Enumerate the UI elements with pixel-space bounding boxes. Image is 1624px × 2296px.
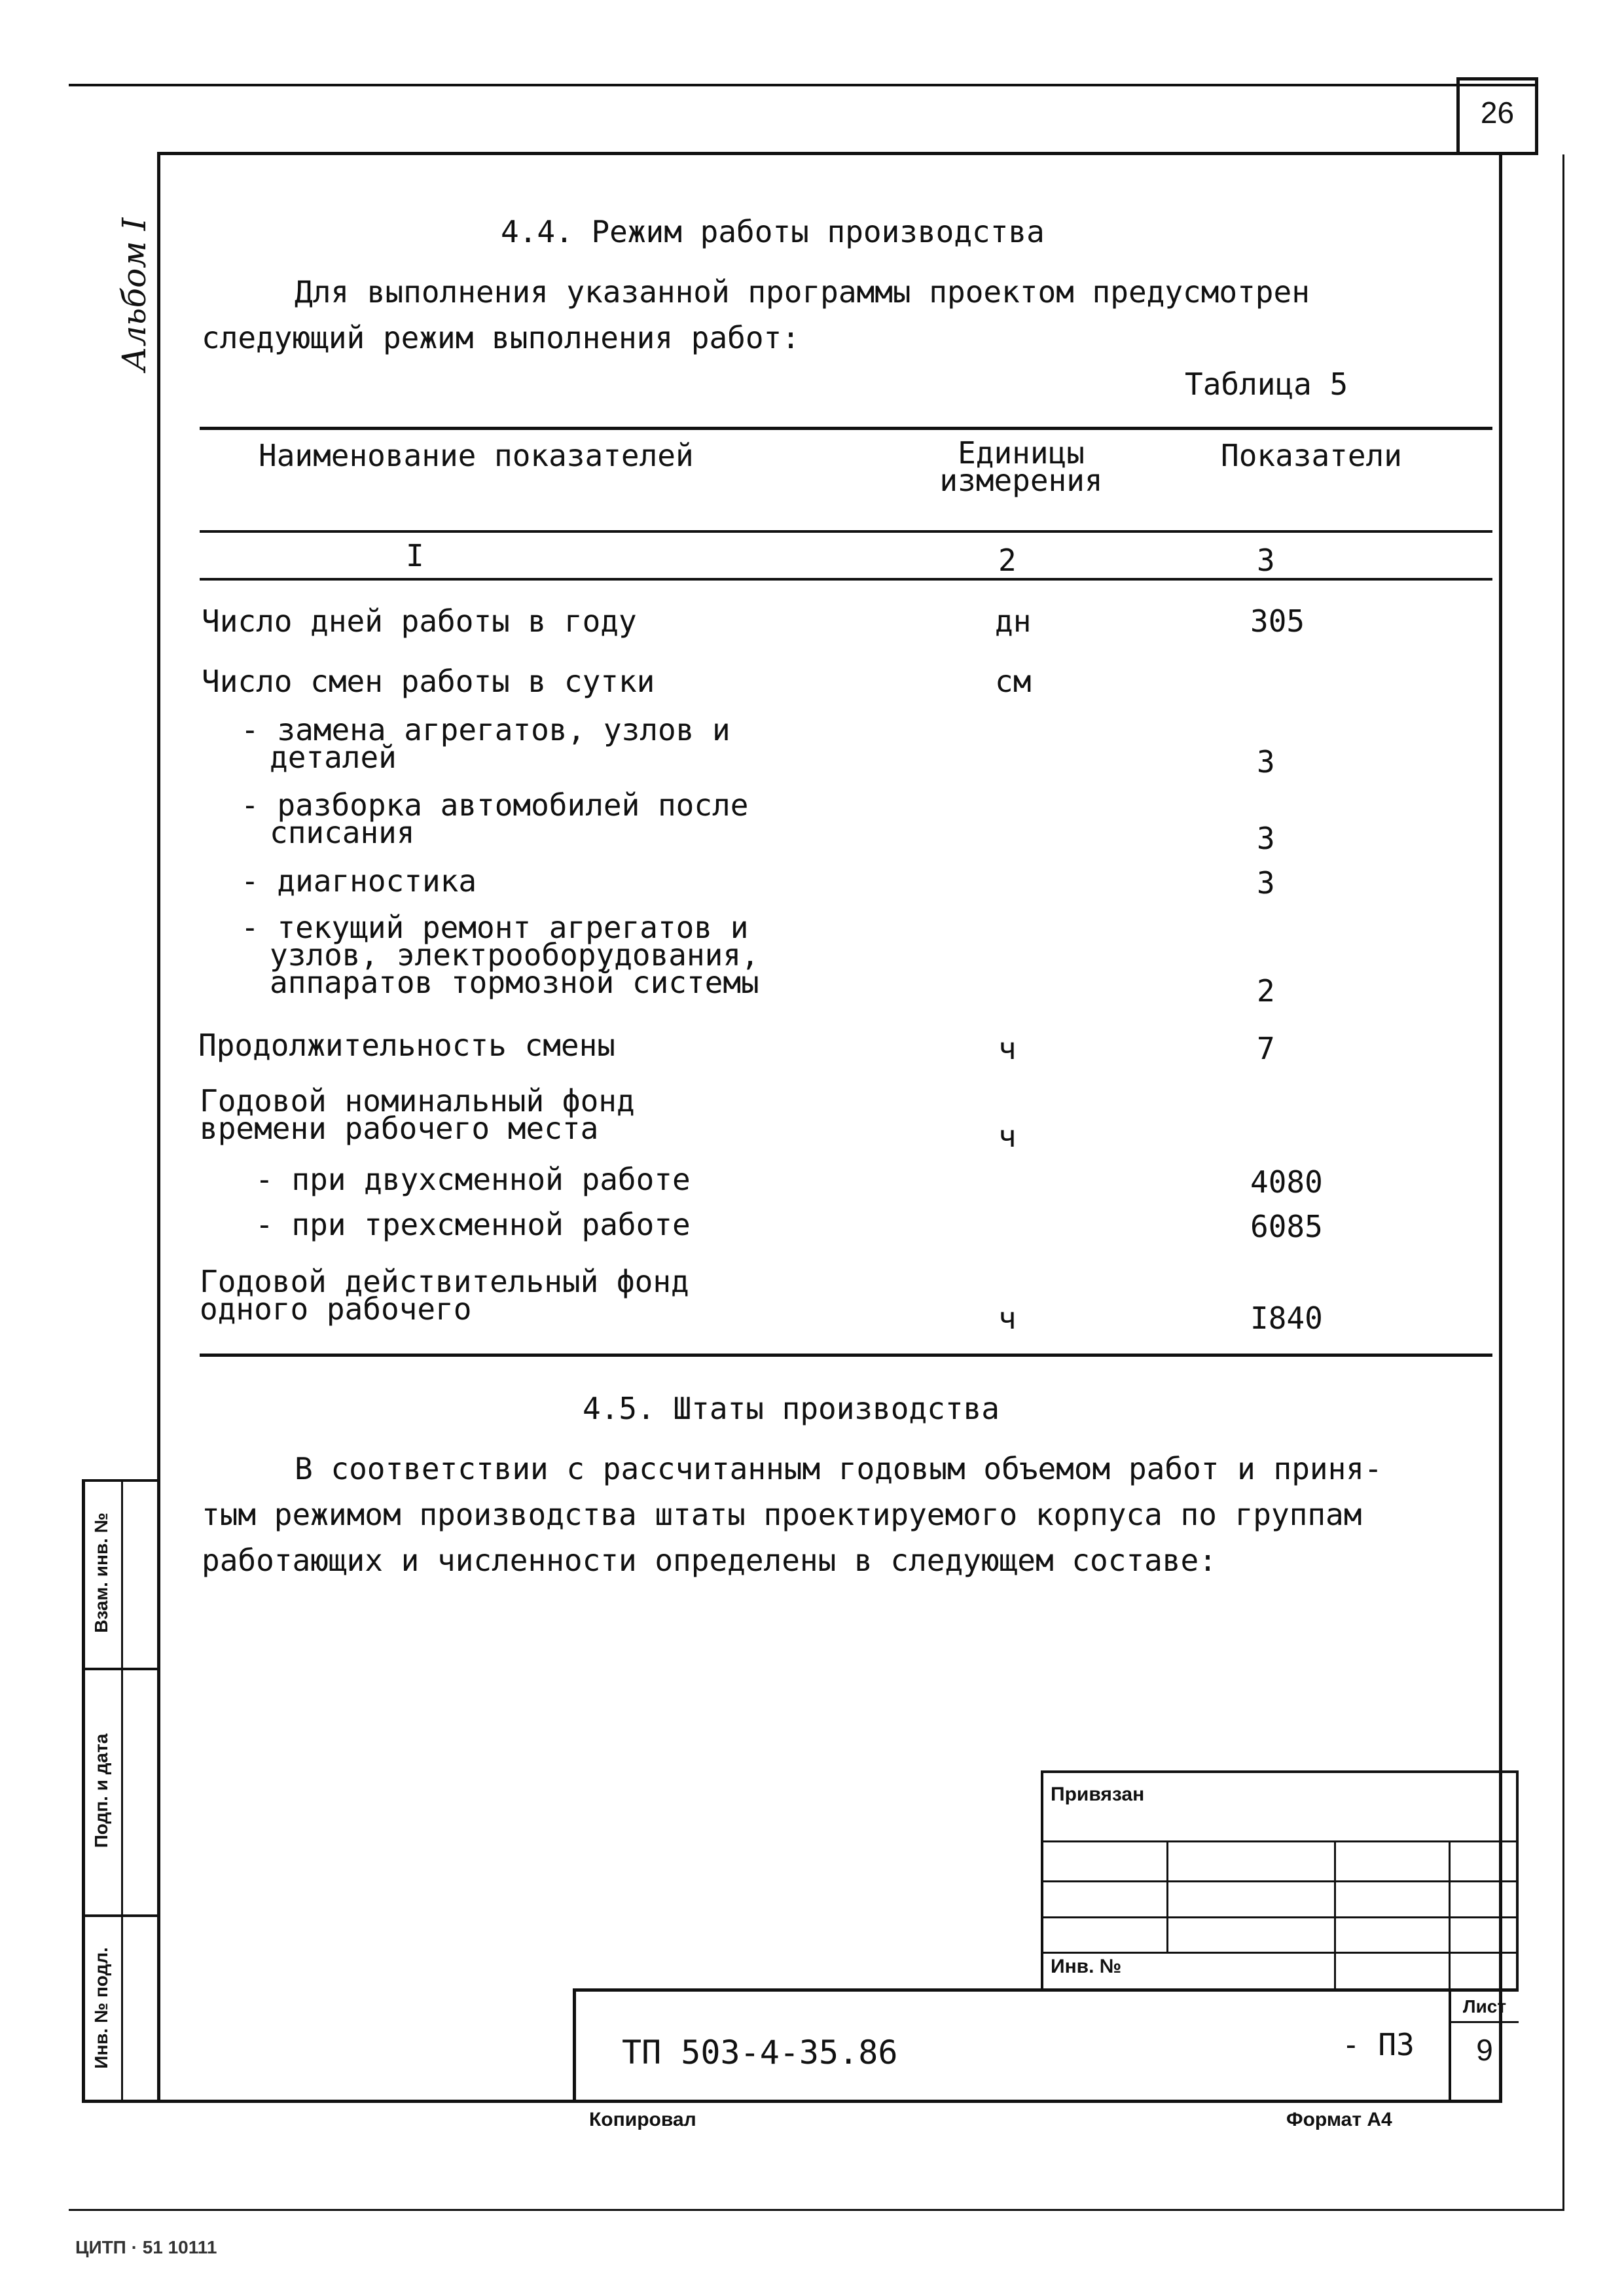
sheet-number: 26 bbox=[1480, 96, 1515, 130]
section-45-para-line1: В соответствии с рассчитанным годовым объемом работ и приня- bbox=[295, 1451, 1382, 1486]
frame-left-line bbox=[157, 152, 160, 2102]
row-repair-name-2: узлов, электрооборудования, bbox=[270, 937, 759, 973]
column-number-2: 2 bbox=[998, 543, 1017, 578]
section-44-intro-line1: Для выполнения указанной программы проектом предусмотрен bbox=[295, 274, 1310, 310]
section-45-para-line3: работающих и численности определены в следующем составе: bbox=[202, 1543, 1217, 1578]
row-nominal-name-1: Годовой номинальный фонд bbox=[200, 1083, 635, 1119]
row-nominal-unit: ч bbox=[998, 1119, 1017, 1154]
side-stamp-inv-podl: Инв. № подл. bbox=[91, 1947, 111, 2069]
row-diagnostics-value: 3 bbox=[1257, 865, 1275, 901]
table-bottom-rule bbox=[200, 1354, 1492, 1357]
row-actual-unit: ч bbox=[998, 1300, 1017, 1336]
row-repair-value: 2 bbox=[1257, 973, 1275, 1009]
header-units-line2: измерения bbox=[939, 463, 1103, 498]
row-replace-name-1: - замена агрегатов, узлов и bbox=[241, 712, 731, 747]
album-label: Альбом I bbox=[115, 217, 153, 372]
row-duration-name: Продолжительность смены bbox=[198, 1028, 615, 1063]
page-trim-right-line bbox=[1562, 154, 1564, 2210]
title-block-col-1 bbox=[1166, 1840, 1168, 1952]
row-days-unit: дн bbox=[995, 603, 1032, 639]
frame-top-line bbox=[157, 152, 1538, 155]
row-actual-name-2: одного рабочего bbox=[200, 1291, 472, 1327]
list-label: Лист bbox=[1462, 1996, 1507, 2017]
side-stamp-vzam: Взам. инв. № bbox=[91, 1513, 111, 1633]
header-values: Показатели bbox=[1221, 438, 1402, 473]
row-days-value: 305 bbox=[1250, 603, 1305, 639]
column-number-1: I bbox=[406, 538, 424, 573]
section-45-para-line2: тым режимом производства штаты проектируемого корпуса по группам bbox=[202, 1497, 1362, 1532]
row-replace-name-2: деталей bbox=[270, 740, 397, 775]
table-label: Таблица 5 bbox=[1185, 367, 1348, 402]
print-mark: ЦИТП · 51 10111 bbox=[75, 2237, 217, 2257]
row-shifts-unit: см bbox=[995, 664, 1032, 699]
side-stamp-left-line bbox=[82, 1479, 85, 2103]
title-block-row-2 bbox=[1041, 1880, 1519, 1882]
row-nominal-name-2: времени рабочего места bbox=[200, 1111, 599, 1146]
list-number: 9 bbox=[1476, 2033, 1493, 2067]
side-stamp-div-1 bbox=[82, 1668, 160, 1670]
page-trim-bottom-line bbox=[69, 2209, 1564, 2211]
section-44-title: 4.4. Режим работы производства bbox=[501, 214, 1045, 249]
doc-suffix: - ПЗ bbox=[1342, 2027, 1415, 2062]
section-45-title: 4.5. Штаты производства bbox=[583, 1391, 1000, 1426]
title-block-row-1 bbox=[1041, 1840, 1519, 1842]
row-disassembly-name-1: - разборка автомобилей после bbox=[241, 787, 749, 823]
side-stamp-top-line bbox=[82, 1479, 160, 1482]
row-disassembly-value: 3 bbox=[1257, 821, 1275, 856]
title-block-col-2 bbox=[1334, 1840, 1336, 1988]
header-name: Наименование показателей bbox=[259, 438, 694, 473]
row-replace-value: 3 bbox=[1257, 744, 1275, 780]
row-repair-name-3: аппаратов тормозной системы bbox=[270, 965, 759, 1000]
format-label: Формат А4 bbox=[1286, 2109, 1392, 2130]
header-units-line1: Единицы bbox=[958, 435, 1085, 471]
title-block-row-3 bbox=[1041, 1916, 1519, 1918]
top-trim-line bbox=[69, 84, 1538, 86]
row-disassembly-name-2: списания bbox=[270, 815, 415, 850]
privyazan-label: Привязан bbox=[1051, 1784, 1145, 1805]
doc-code: ТП 503-4-35.86 bbox=[622, 2034, 898, 2072]
row-duration-unit: ч bbox=[998, 1031, 1017, 1066]
kopiroval-label: Копировал bbox=[589, 2109, 696, 2130]
row-two-shift-value: 4080 bbox=[1250, 1164, 1323, 1200]
table-header-rule bbox=[200, 530, 1492, 533]
row-two-shift-name: - при двухсменной работе bbox=[255, 1162, 691, 1197]
column-number-3: 3 bbox=[1257, 543, 1275, 578]
table-colnum-rule bbox=[200, 578, 1492, 581]
row-diagnostics-name: - диагностика bbox=[241, 863, 477, 899]
row-duration-value: 7 bbox=[1257, 1031, 1275, 1066]
table-top-rule bbox=[200, 427, 1492, 430]
side-stamp-mid-line bbox=[121, 1479, 123, 2103]
title-block-col-3 bbox=[1449, 1840, 1451, 1988]
list-cell-divider bbox=[1449, 2021, 1519, 2023]
row-days-name: Число дней работы в году bbox=[202, 603, 637, 639]
inv-no-label: Инв. № bbox=[1051, 1956, 1122, 1977]
side-stamp-podp: Подп. и дата bbox=[91, 1733, 111, 1848]
row-actual-value: I840 bbox=[1250, 1300, 1323, 1336]
row-three-shift-name: - при трехсменной работе bbox=[255, 1207, 691, 1242]
row-actual-name-1: Годовой действительный фонд bbox=[200, 1264, 689, 1299]
row-three-shift-value: 6085 bbox=[1250, 1209, 1323, 1244]
row-repair-name-1: - текущий ремонт агрегатов и bbox=[241, 910, 749, 945]
title-block-row-4 bbox=[1041, 1952, 1519, 1954]
section-44-intro-line2: следующий режим выполнения работ: bbox=[202, 320, 800, 355]
row-shifts-name: Число смен работы в сутки bbox=[202, 664, 655, 699]
